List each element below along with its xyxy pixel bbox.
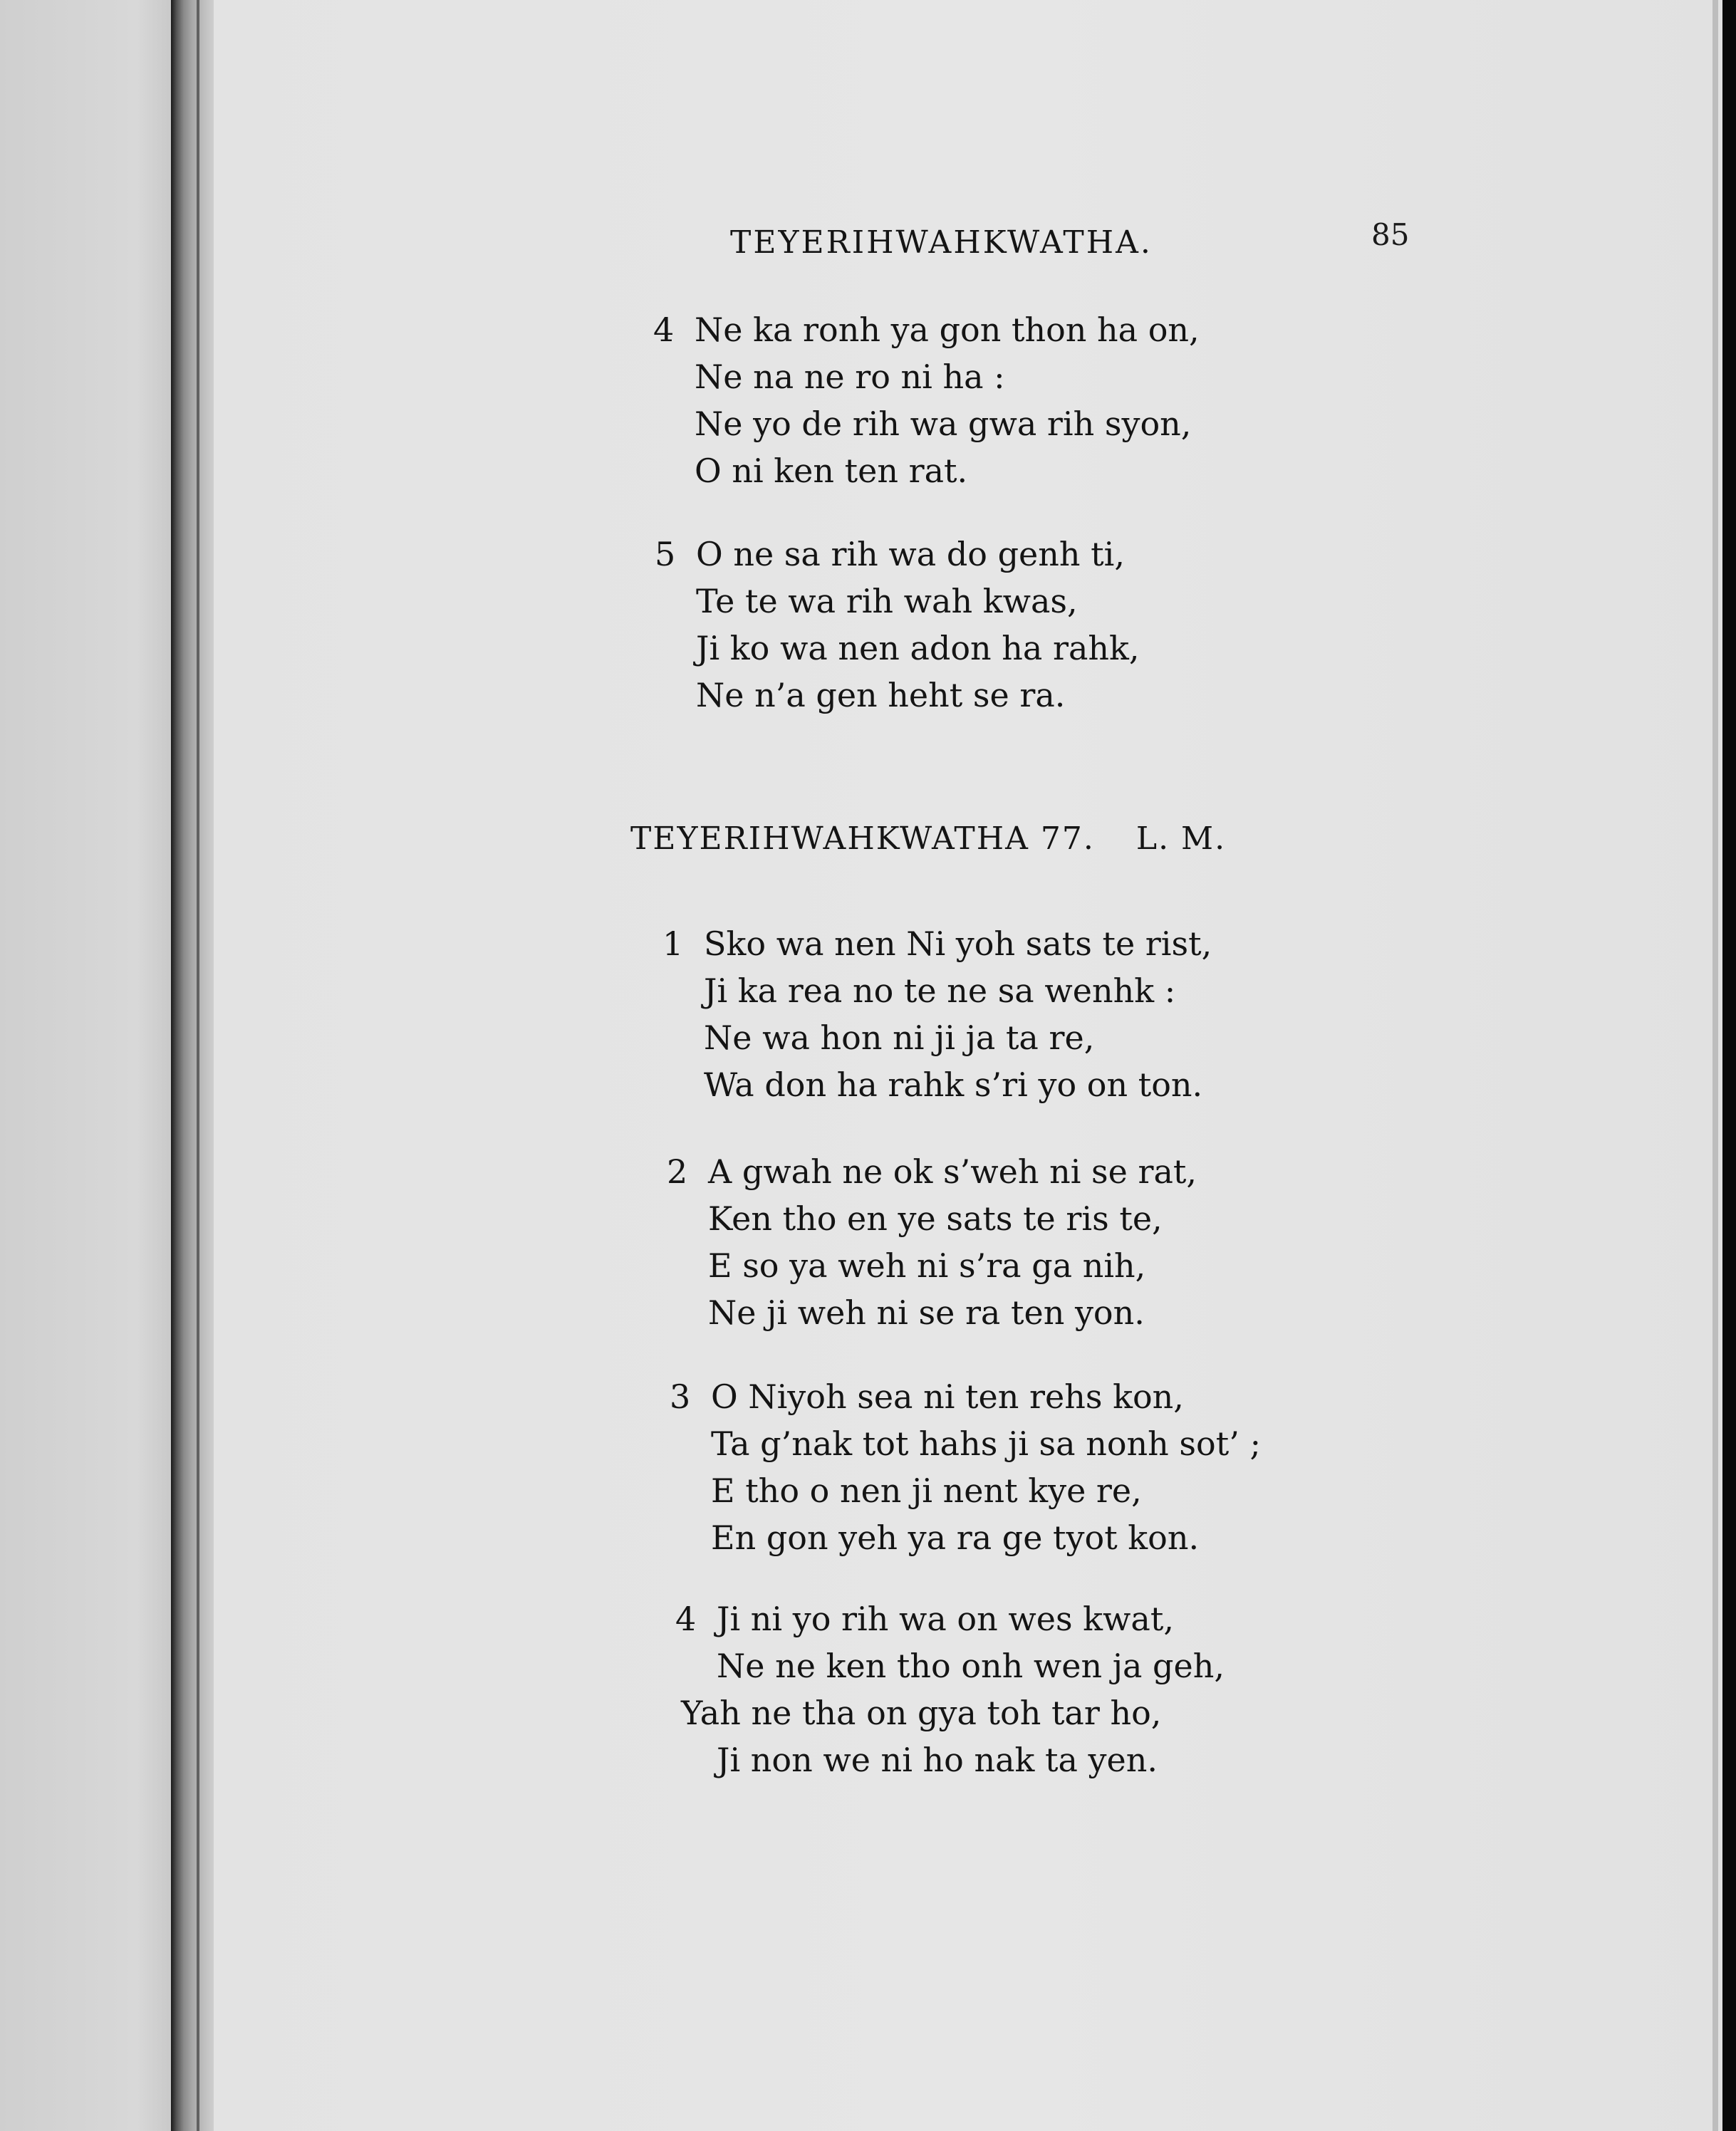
verse-line: Ne ji weh ni se ra ten yon. [708, 1293, 1145, 1332]
running-head: TEYERIHWAHKWATHA. [730, 224, 1153, 261]
stanza-number: 4 [653, 311, 675, 349]
spine-crease [197, 0, 199, 2131]
verse-line: Ji ko wa nen adon ha rahk, [696, 629, 1140, 667]
verse-line: E so ya weh ni s’ra ga nih, [708, 1246, 1146, 1285]
hymn-title [630, 820, 1226, 857]
verse-line: En gon yeh ya ra ge tyot kon. [711, 1518, 1200, 1557]
verse-line: Ta g’nak tot hahs ji sa nonh sot’ ; [711, 1424, 1261, 1463]
stanza-number: 5 [655, 535, 676, 573]
verse-line: Ji non we ni ho nak ta yen. [717, 1741, 1158, 1779]
verse-line: 2 A gwah ne ok s’weh ni se rat, [667, 1148, 1197, 1195]
stanza [667, 1148, 1197, 1336]
stanza-number: 1 [662, 924, 684, 963]
book-spine [171, 0, 214, 2131]
scan-border [1722, 0, 1736, 2131]
stanza [655, 531, 1140, 719]
stanza-number: 3 [670, 1377, 691, 1416]
verse-line: Yah ne tha on gya toh tar ho, [681, 1694, 1162, 1732]
verse-line: Ne ne ken tho onh wen ja geh, [717, 1647, 1225, 1685]
verse-line: Ne wa hon ni ji ja ta re, [704, 1018, 1095, 1057]
verse-line: 5 O ne sa rih wa do genh ti, [655, 531, 1140, 578]
verse-line: 3 O Niyoh sea ni ten rehs kon, [670, 1373, 1261, 1420]
previous-page-edge [0, 0, 171, 2131]
verse-line: Ne na ne ro ni ha : [695, 358, 1005, 396]
hymn-name: TEYERIHWAHKWATHA 77. [630, 820, 1095, 857]
verse-line: Ne yo de rih wa gwa rih syon, [695, 405, 1192, 443]
verse-line: Ken tho en ye sats te ris te, [708, 1199, 1163, 1238]
verse-line: 4 Ji ni yo rih wa on wes kwat, [675, 1595, 1225, 1642]
verse-line: Ne n’a gen heht se ra. [696, 676, 1066, 714]
verse-line: Te te wa rih wah kwas, [696, 582, 1078, 620]
hymn-meter: L. M. [1135, 820, 1227, 857]
stanza [675, 1595, 1225, 1783]
stanza [662, 920, 1212, 1108]
stanza-number: 4 [675, 1600, 697, 1638]
page-edge-shadow [1712, 0, 1718, 2131]
page-number: 85 [1371, 217, 1410, 252]
verse-line: E tho o nen ji nent kye re, [711, 1471, 1142, 1510]
verse-line: 4 Ne ka ronh ya gon thon ha on, [653, 306, 1200, 353]
stanza [653, 306, 1200, 494]
stanza-number: 2 [667, 1152, 688, 1191]
verse-line: Ji ka rea no te ne sa wenhk : [704, 971, 1176, 1010]
verse-line: Wa don ha rahk s’ri yo on ton. [704, 1066, 1203, 1104]
stanza [670, 1373, 1261, 1561]
verse-line: O ni ken ten rat. [695, 452, 968, 490]
verse-line: 1 Sko wa nen Ni yoh sats te rist, [662, 920, 1212, 967]
